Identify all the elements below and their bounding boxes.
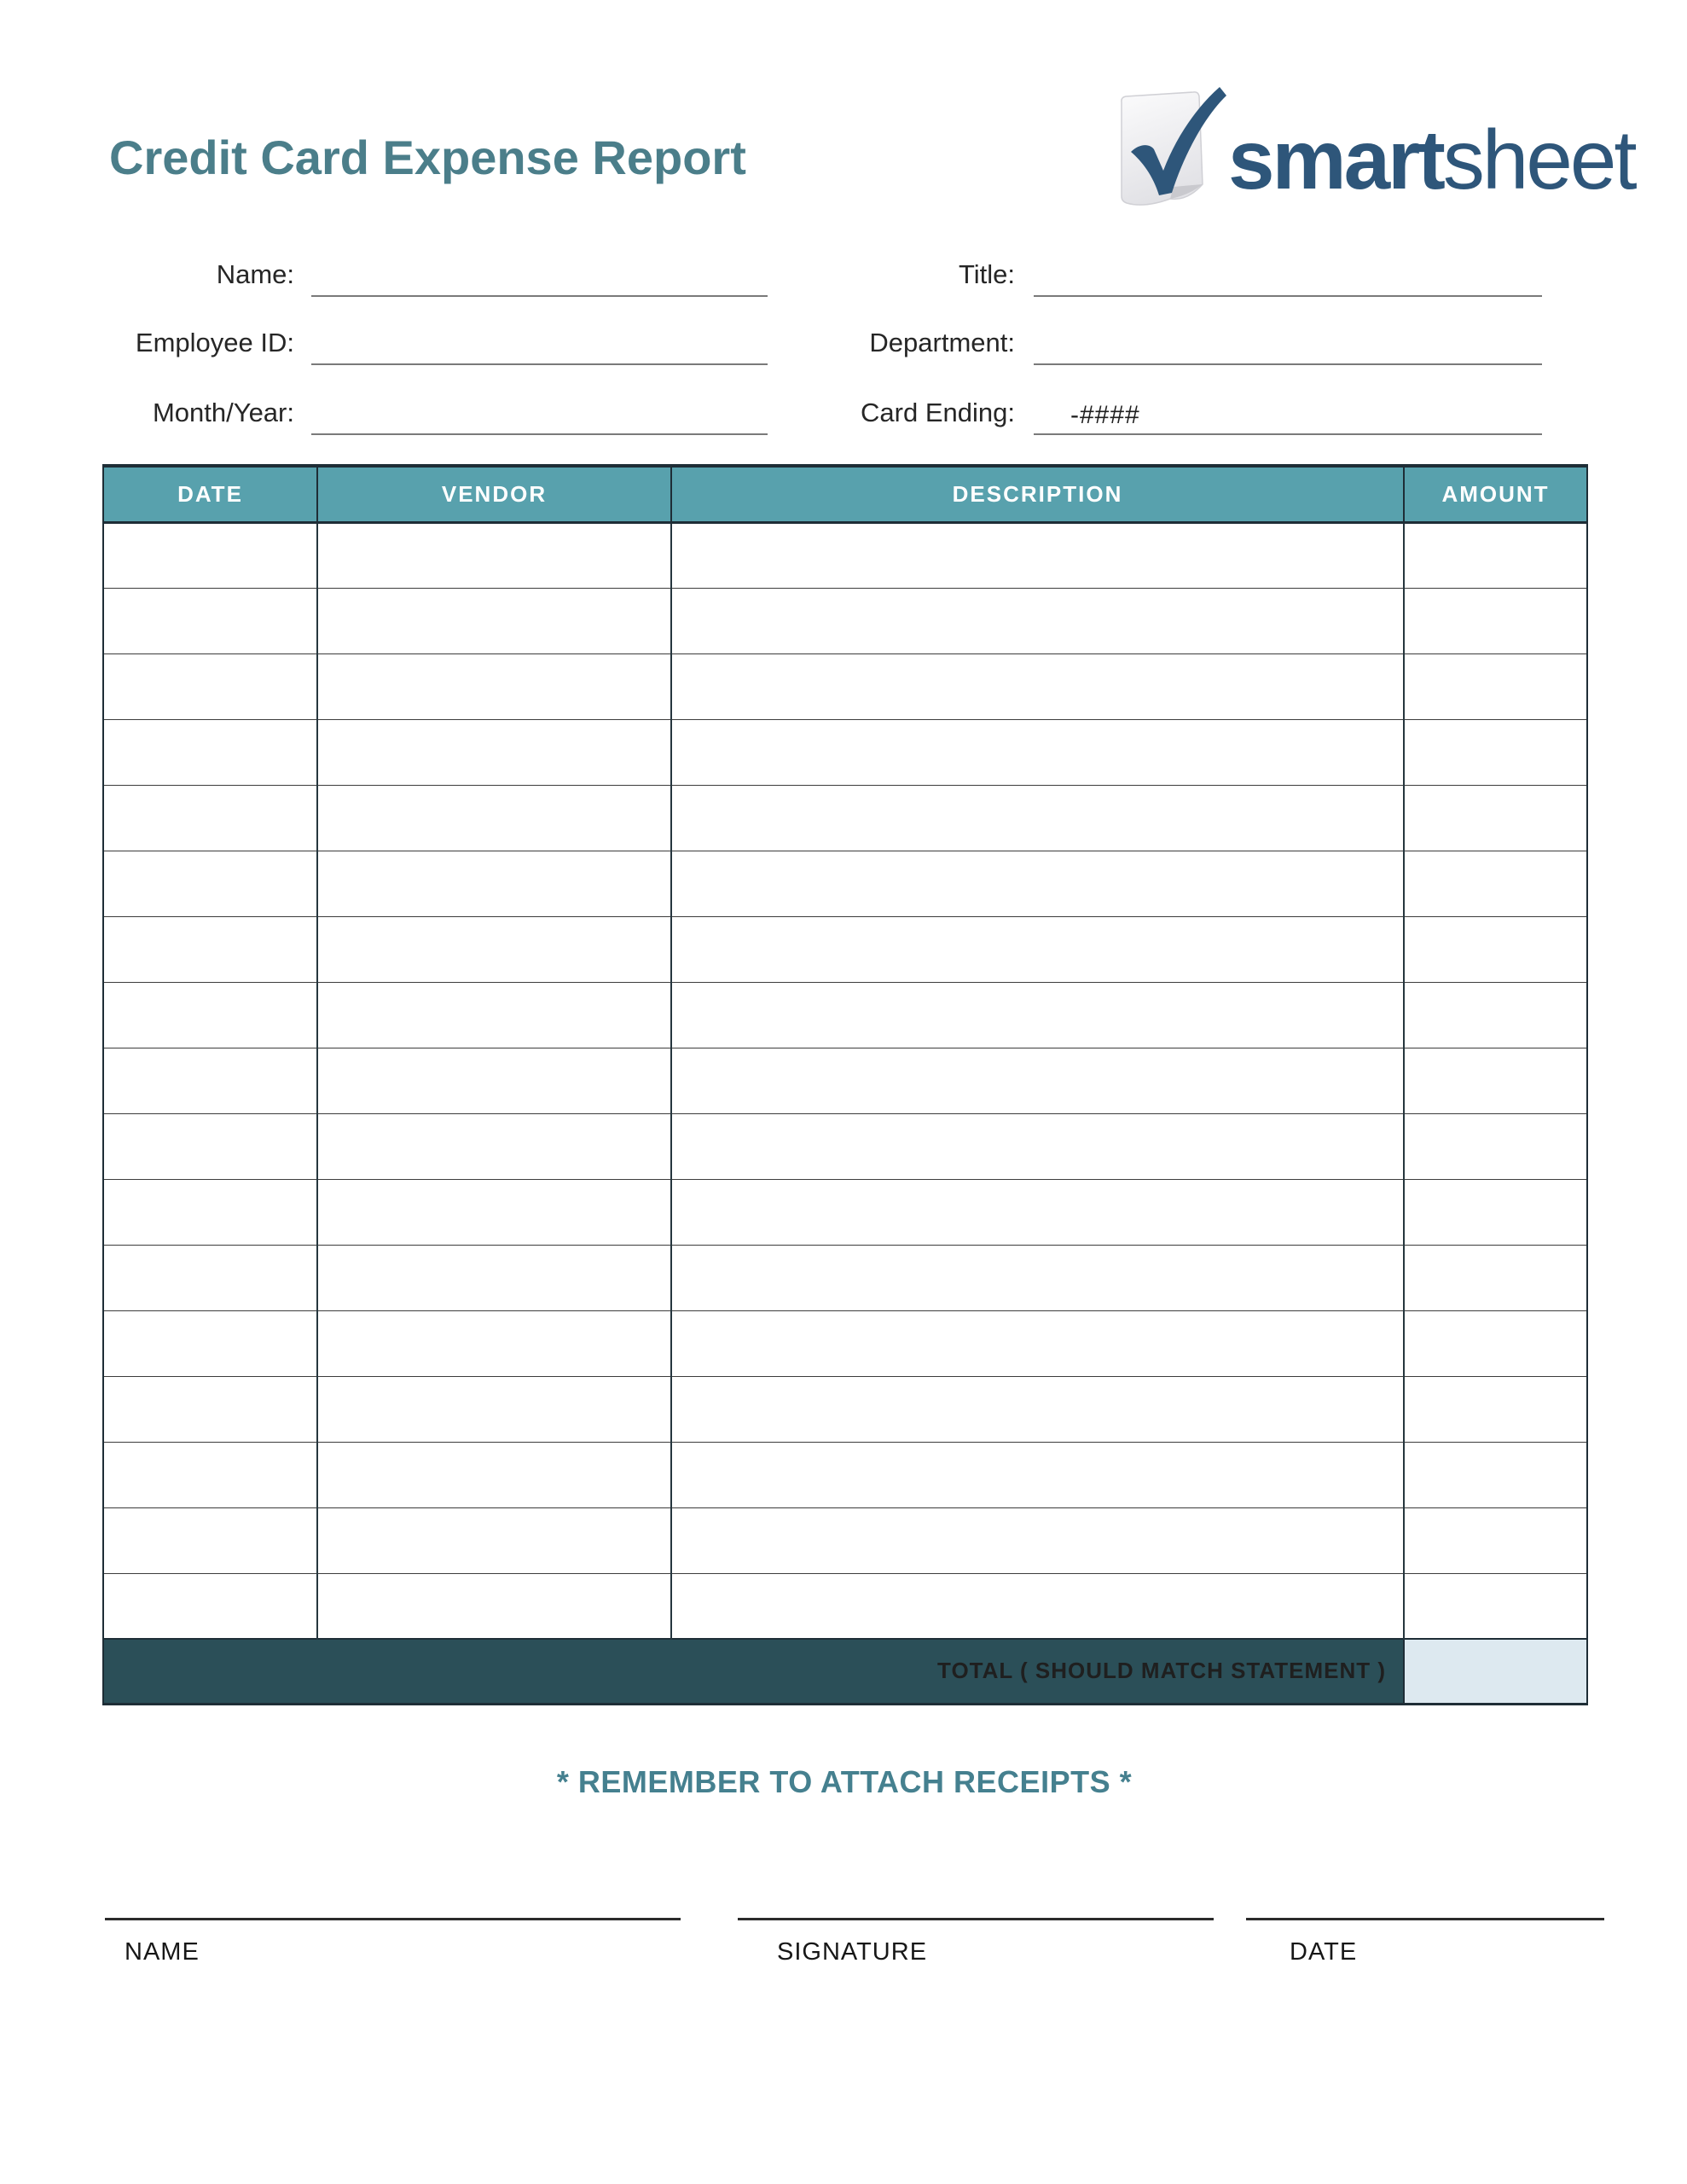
table-cell[interactable] xyxy=(671,916,1404,982)
table-cell[interactable] xyxy=(1404,588,1587,653)
table-cell[interactable] xyxy=(1404,719,1587,785)
table-cell[interactable] xyxy=(1404,916,1587,982)
table-cell[interactable] xyxy=(103,1376,317,1442)
date-signature-line[interactable] xyxy=(1246,1918,1604,1920)
table-cell[interactable] xyxy=(671,1245,1404,1310)
signature-line[interactable] xyxy=(738,1918,1214,1920)
table-cell[interactable] xyxy=(671,785,1404,851)
table-cell[interactable] xyxy=(671,1048,1404,1113)
column-header-amount: AMOUNT xyxy=(1404,466,1587,522)
logo-wordmark xyxy=(1228,113,1635,206)
table-row xyxy=(103,1179,1587,1245)
employee-id-label: Employee ID: xyxy=(135,328,294,357)
table-row xyxy=(103,522,1587,588)
total-amount-cell[interactable] xyxy=(1404,1639,1587,1704)
total-row xyxy=(103,1639,1587,1704)
table-cell[interactable] xyxy=(317,1573,671,1639)
table-cell[interactable] xyxy=(317,1376,671,1442)
table-cell[interactable] xyxy=(317,588,671,653)
table-cell[interactable] xyxy=(1404,1376,1587,1442)
table-cell[interactable] xyxy=(671,588,1404,653)
employee-id-input-line[interactable] xyxy=(311,322,768,365)
table-cell[interactable] xyxy=(1404,1573,1587,1639)
table-row xyxy=(103,851,1587,916)
expense-table-body xyxy=(103,522,1587,1639)
table-cell[interactable] xyxy=(671,1179,1404,1245)
table-cell[interactable] xyxy=(671,1376,1404,1442)
table-cell[interactable] xyxy=(103,1048,317,1113)
table-cell[interactable] xyxy=(1404,1310,1587,1376)
table-cell[interactable] xyxy=(317,1179,671,1245)
table-cell[interactable] xyxy=(1404,851,1587,916)
table-cell[interactable] xyxy=(1404,1179,1587,1245)
column-header-vendor: VENDOR xyxy=(317,466,671,522)
month-year-input-line[interactable] xyxy=(311,392,768,435)
month-year-label: Month/Year: xyxy=(152,398,294,427)
table-cell[interactable] xyxy=(671,982,1404,1048)
table-cell[interactable] xyxy=(103,851,317,916)
table-cell[interactable] xyxy=(103,1442,317,1507)
table-cell[interactable] xyxy=(103,1245,317,1310)
table-cell[interactable] xyxy=(1404,785,1587,851)
checkmark-page-icon xyxy=(1104,67,1232,213)
table-cell[interactable] xyxy=(671,1113,1404,1179)
name-signature-line[interactable] xyxy=(105,1918,681,1920)
table-row xyxy=(103,1376,1587,1442)
table-cell[interactable] xyxy=(317,719,671,785)
table-cell[interactable] xyxy=(671,1442,1404,1507)
title-input-line[interactable] xyxy=(1034,254,1542,297)
table-cell[interactable] xyxy=(317,1048,671,1113)
table-header-row xyxy=(103,466,1587,522)
table-row xyxy=(103,1507,1587,1573)
table-cell[interactable] xyxy=(317,916,671,982)
card-ending-value: -#### xyxy=(1070,401,1140,429)
table-cell[interactable] xyxy=(317,1310,671,1376)
table-cell[interactable] xyxy=(103,982,317,1048)
department-label: Department: xyxy=(869,328,1015,357)
table-row xyxy=(103,982,1587,1048)
table-cell[interactable] xyxy=(671,522,1404,588)
table-cell[interactable] xyxy=(103,1507,317,1573)
reminder-note: * REMEMBER TO ATTACH RECEIPTS * xyxy=(556,1764,1133,1799)
table-cell[interactable] xyxy=(317,851,671,916)
table-row xyxy=(103,1048,1587,1113)
table-cell[interactable] xyxy=(103,1573,317,1639)
table-cell[interactable] xyxy=(103,1113,317,1179)
page-title: Credit Card Expense Report xyxy=(109,131,746,184)
name-field xyxy=(113,253,768,297)
name-input-line[interactable] xyxy=(311,254,768,297)
table-cell[interactable] xyxy=(1404,653,1587,719)
table-cell[interactable] xyxy=(103,916,317,982)
table-cell[interactable] xyxy=(1404,982,1587,1048)
signature-label: SIGNATURE xyxy=(777,1938,928,1966)
table-cell[interactable] xyxy=(103,719,317,785)
table-cell[interactable] xyxy=(317,653,671,719)
date-signature-label: DATE xyxy=(1290,1938,1358,1966)
title-field xyxy=(838,253,1542,297)
table-cell[interactable] xyxy=(671,851,1404,916)
table-cell[interactable] xyxy=(103,522,317,588)
table-cell[interactable] xyxy=(103,1179,317,1245)
table-row xyxy=(103,916,1587,982)
month-year-field xyxy=(113,391,768,435)
table-cell[interactable] xyxy=(1404,522,1587,588)
table-cell[interactable] xyxy=(317,522,671,588)
table-cell[interactable] xyxy=(317,1245,671,1310)
table-row xyxy=(103,653,1587,719)
title-label: Title: xyxy=(958,259,1015,289)
column-header-date: DATE xyxy=(103,466,317,522)
card-ending-field xyxy=(838,391,1542,435)
department-field xyxy=(838,321,1542,365)
table-cell[interactable] xyxy=(1404,1113,1587,1179)
table-row xyxy=(103,1573,1587,1639)
employee-id-field xyxy=(113,321,768,365)
table-cell[interactable] xyxy=(1404,1245,1587,1310)
name-signature-label: NAME xyxy=(125,1938,200,1966)
table-cell[interactable] xyxy=(103,588,317,653)
table-cell[interactable] xyxy=(317,1442,671,1507)
total-label: TOTAL ( SHOULD MATCH STATEMENT ) xyxy=(103,1639,1404,1704)
department-input-line[interactable] xyxy=(1034,322,1542,365)
smartsheet-logo xyxy=(1104,67,1635,220)
column-header-description: DESCRIPTION xyxy=(671,466,1404,522)
table-cell[interactable] xyxy=(317,785,671,851)
table-cell[interactable] xyxy=(671,1573,1404,1639)
table-cell[interactable] xyxy=(671,1507,1404,1573)
table-cell[interactable] xyxy=(103,785,317,851)
table-row xyxy=(103,588,1587,653)
table-cell[interactable] xyxy=(317,1113,671,1179)
table-cell[interactable] xyxy=(671,1310,1404,1376)
name-label: Name: xyxy=(216,259,294,289)
table-row xyxy=(103,719,1587,785)
table-cell[interactable] xyxy=(317,982,671,1048)
table-cell[interactable] xyxy=(317,1507,671,1573)
table-cell[interactable] xyxy=(1404,1442,1587,1507)
logo-text-sheet: sheet xyxy=(1442,113,1635,206)
table-cell[interactable] xyxy=(1404,1048,1587,1113)
table-row xyxy=(103,1113,1587,1179)
logo-text-smart: smart xyxy=(1228,113,1443,206)
table-cell[interactable] xyxy=(103,653,317,719)
table-cell[interactable] xyxy=(103,1310,317,1376)
card-ending-label: Card Ending: xyxy=(861,398,1015,427)
table-row xyxy=(103,1442,1587,1507)
table-cell[interactable] xyxy=(671,719,1404,785)
table-cell[interactable] xyxy=(671,653,1404,719)
table-row xyxy=(103,785,1587,851)
table-cell[interactable] xyxy=(1404,1507,1587,1573)
expense-table xyxy=(102,464,1588,1705)
table-row xyxy=(103,1245,1587,1310)
table-row xyxy=(103,1310,1587,1376)
